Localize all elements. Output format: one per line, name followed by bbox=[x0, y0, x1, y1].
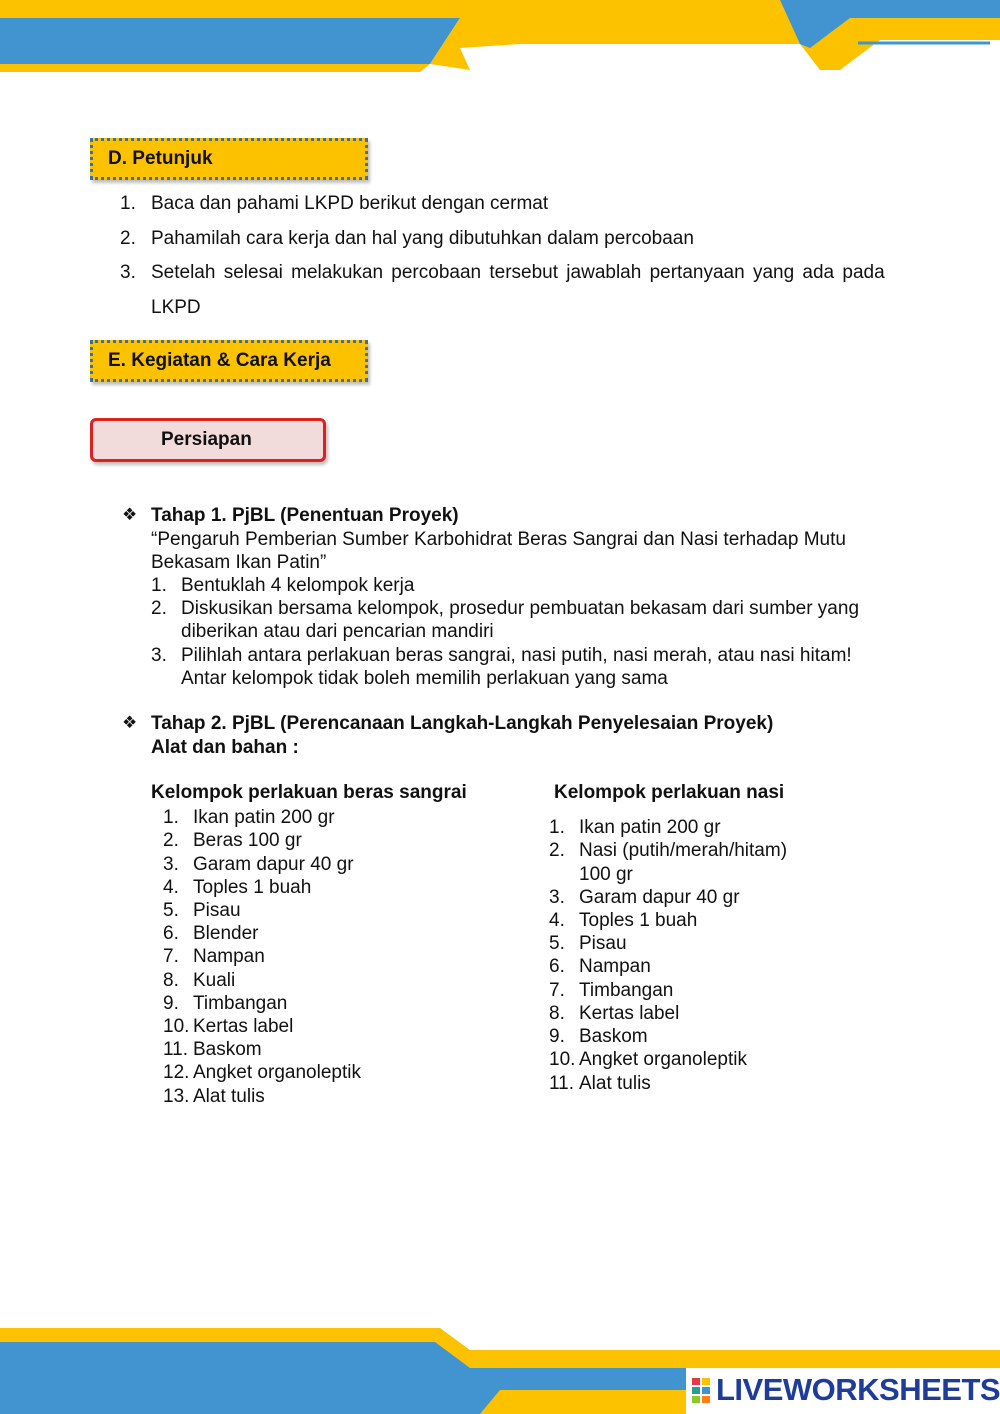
step-text: Diskusikan bersama kelompok, prosedur pembuatan bekasam dari sumber yang bbox=[181, 598, 860, 619]
item-number: 13. bbox=[163, 1086, 190, 1107]
group-b-title: Kelompok perlakuan nasi bbox=[554, 782, 785, 803]
item-text: Garam dapur 40 gr bbox=[579, 887, 740, 908]
section-d-title: D. Petunjuk bbox=[108, 148, 213, 169]
group-a-title: Kelompok perlakuan beras sangrai bbox=[151, 782, 467, 803]
item-text: Nampan bbox=[193, 946, 265, 967]
group-a-item bbox=[163, 945, 265, 968]
instruction-item bbox=[120, 261, 885, 284]
item-number: 5. bbox=[549, 933, 565, 954]
item-text: Pahamilah cara kerja dan hal yang dibutuhkan dalam percobaan bbox=[151, 228, 694, 249]
step-number: 3. bbox=[151, 645, 167, 666]
item-text: Angket organoleptik bbox=[193, 1062, 361, 1083]
item-text: Kertas label bbox=[193, 1016, 294, 1037]
item-number: 3. bbox=[163, 854, 179, 875]
group-b-item bbox=[549, 932, 627, 955]
item-number: 2. bbox=[549, 840, 565, 861]
item-text: Nasi (putih/merah/hitam) bbox=[579, 840, 788, 861]
item-text: Blender bbox=[193, 923, 259, 944]
group-b-item bbox=[549, 909, 698, 932]
diamond-bullet-icon: ❖ bbox=[122, 713, 138, 732]
item-number: 10. bbox=[163, 1016, 190, 1037]
group-a-item bbox=[163, 853, 354, 876]
item-number: 3. bbox=[120, 262, 136, 283]
liveworksheets-logo[interactable] bbox=[690, 1372, 1000, 1408]
item-number: 4. bbox=[163, 877, 179, 898]
group-a-item bbox=[163, 806, 335, 829]
item-text: Baskom bbox=[579, 1026, 648, 1047]
item-number: 7. bbox=[163, 946, 179, 967]
item-number: 5. bbox=[163, 900, 179, 921]
tahap1-step bbox=[151, 597, 860, 620]
item-text: Angket organoleptik bbox=[579, 1049, 747, 1070]
tahap1-step bbox=[151, 574, 415, 597]
group-a-item bbox=[163, 899, 241, 922]
item-text: Kertas label bbox=[579, 1003, 680, 1024]
section-d-heading bbox=[90, 138, 368, 180]
group-a-item bbox=[163, 1015, 294, 1038]
item-text: Pisau bbox=[579, 933, 627, 954]
item-number: 2. bbox=[120, 228, 136, 249]
item-number: 4. bbox=[549, 910, 565, 931]
diamond-bullet-icon: ❖ bbox=[122, 505, 138, 524]
item-number: 6. bbox=[549, 956, 565, 977]
item-text: Alat tulis bbox=[193, 1086, 265, 1107]
step-text-continued: diberikan atau dari pencarian mandiri bbox=[181, 621, 494, 642]
group-a-item bbox=[163, 1085, 265, 1108]
item-text: Ikan patin 200 gr bbox=[193, 807, 335, 828]
item-text-continued: LKPD bbox=[151, 297, 201, 318]
header-decoration bbox=[0, 0, 1000, 90]
item-number: 8. bbox=[549, 1003, 565, 1024]
item-text: Setelah selesai melakukan percobaan tersebut jawablah pertanyaan yang ada pada bbox=[151, 262, 885, 283]
group-b-item bbox=[549, 955, 651, 978]
group-b-item bbox=[549, 839, 788, 862]
item-text: Baskom bbox=[193, 1039, 262, 1060]
item-text: Toples 1 buah bbox=[579, 910, 698, 931]
group-a-item bbox=[163, 1038, 262, 1061]
step-text: Pilihlah antara perlakuan beras sangrai, nasi putih, nasi merah, atau nasi hitam! bbox=[181, 645, 852, 666]
step-number: 1. bbox=[151, 575, 167, 596]
group-a-item bbox=[163, 829, 302, 852]
instruction-item bbox=[120, 192, 549, 215]
item-text: Kuali bbox=[193, 970, 236, 991]
item-number: 6. bbox=[163, 923, 179, 944]
group-b-item bbox=[549, 1025, 648, 1048]
section-e-title: E. Kegiatan & Cara Kerja bbox=[108, 350, 331, 371]
tahap1-step bbox=[151, 644, 852, 667]
group-b-item bbox=[549, 1002, 680, 1025]
instruction-item bbox=[120, 227, 694, 250]
item-text: Nampan bbox=[579, 956, 651, 977]
group-a-item bbox=[163, 876, 312, 899]
group-a-item bbox=[163, 1061, 361, 1084]
tahap2-title: Tahap 2. PjBL (Perencanaan Langkah-Langkah Penyelesaian Proyek) bbox=[151, 713, 774, 734]
tahap1-title: Tahap 1. PjBL (Penentuan Proyek) bbox=[151, 505, 459, 526]
item-text: Pisau bbox=[193, 900, 241, 921]
persiapan-text: Persiapan bbox=[161, 429, 252, 450]
item-number: 1. bbox=[163, 807, 179, 828]
item-text: Beras 100 gr bbox=[193, 830, 302, 851]
item-number: 10. bbox=[549, 1049, 576, 1070]
tahap1-quote-cont: Bekasam Ikan Patin” bbox=[151, 552, 327, 573]
liveworksheets-logo-icon bbox=[690, 1372, 714, 1408]
group-b-item bbox=[549, 816, 721, 839]
group-a-item bbox=[163, 992, 288, 1015]
item-number: 7. bbox=[549, 980, 565, 1001]
item-text: Ikan patin 200 gr bbox=[579, 817, 721, 838]
item-text: Toples 1 buah bbox=[193, 877, 312, 898]
item-text: Alat tulis bbox=[579, 1073, 651, 1094]
step-text-continued: Antar kelompok tidak boleh memilih perlakuan yang sama bbox=[181, 668, 668, 689]
step-text: Bentuklah 4 kelompok kerja bbox=[181, 575, 415, 596]
item-number: 12. bbox=[163, 1062, 190, 1083]
step-number: 2. bbox=[151, 598, 167, 619]
group-b-item bbox=[549, 979, 674, 1002]
tahap2-subtitle: Alat dan bahan : bbox=[151, 737, 299, 758]
item-text: Garam dapur 40 gr bbox=[193, 854, 354, 875]
item-number: 9. bbox=[549, 1026, 565, 1047]
item-text-continued: 100 gr bbox=[579, 864, 633, 885]
item-number: 1. bbox=[120, 193, 136, 214]
liveworksheets-logo-text: LIVEWORKSHEETS bbox=[716, 1372, 1000, 1407]
item-text: Baca dan pahami LKPD berikut dengan cermat bbox=[151, 193, 549, 214]
item-number: 11. bbox=[549, 1073, 575, 1094]
group-b-item bbox=[549, 886, 740, 909]
group-b-item bbox=[549, 1048, 747, 1071]
item-number: 9. bbox=[163, 993, 179, 1014]
group-b-item bbox=[549, 1072, 651, 1095]
group-a-item bbox=[163, 922, 259, 945]
section-e-heading bbox=[90, 340, 368, 382]
item-text: Timbangan bbox=[579, 980, 674, 1001]
persiapan-label bbox=[90, 418, 326, 462]
item-number: 1. bbox=[549, 817, 565, 838]
item-number: 2. bbox=[163, 830, 179, 851]
item-number: 11. bbox=[163, 1039, 189, 1060]
tahap1-quote: “Pengaruh Pemberian Sumber Karbohidrat Beras Sangrai dan Nasi terhadap Mutu bbox=[151, 529, 846, 550]
item-number: 3. bbox=[549, 887, 565, 908]
group-a-item bbox=[163, 969, 236, 992]
item-text: Timbangan bbox=[193, 993, 288, 1014]
item-number: 8. bbox=[163, 970, 179, 991]
